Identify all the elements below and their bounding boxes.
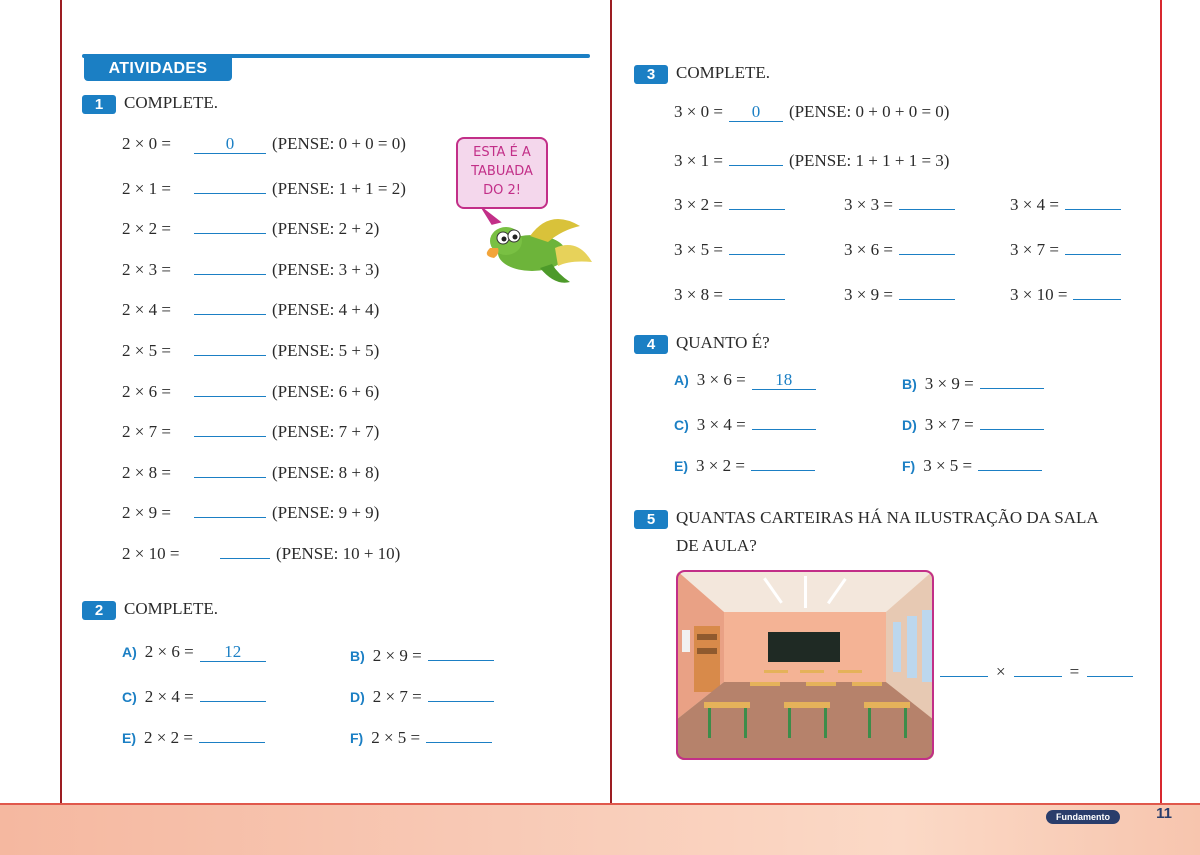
multiplication-expression: 2 × 7 = [122, 422, 171, 442]
answer-blank[interactable] [194, 459, 266, 478]
multiplication-expression: 2 × 9 = [122, 503, 171, 523]
list-item [350, 642, 500, 666]
hint-text: (PENSE: 5 + 5) [272, 341, 380, 360]
multiplication-expression: 3 × 9 = [924, 374, 974, 393]
answer-blank[interactable] [194, 499, 266, 518]
multiplication-expression: 3 × 4 = [1010, 195, 1059, 214]
table-row [122, 378, 379, 402]
answer-blank[interactable] [729, 236, 785, 255]
list-item [674, 236, 791, 260]
multiplication-expression: 2 × 2 = [144, 728, 193, 747]
item-letter: C) [122, 689, 137, 705]
footer-brand-label: Fundamento [1056, 812, 1110, 822]
answer-blank[interactable] [428, 642, 494, 661]
bird-illustration [470, 208, 595, 290]
answer-blank-factor-1[interactable] [940, 658, 988, 677]
times-sign: × [996, 662, 1006, 681]
section-tab: ATIVIDADES [84, 57, 232, 81]
multiplication-expression: 2 × 0 = [122, 134, 171, 153]
question-4-title: QUANTO É? [676, 333, 770, 352]
table-row [122, 175, 406, 199]
multiplication-expression: 3 × 2 = [696, 456, 745, 475]
answer-blank-product[interactable] [1087, 658, 1133, 677]
hint-text: (PENSE: 3 + 3) [272, 259, 380, 279]
item-letter: A) [122, 644, 137, 660]
question-2-title: COMPLETE. [124, 599, 218, 618]
question-3-badge: 3 [634, 65, 668, 84]
question-5-title-line-1: QUANTAS CARTEIRAS HÁ NA ILUSTRAÇÃO DA SALA [676, 508, 1099, 527]
answer-blank[interactable]: 12 [200, 643, 266, 662]
answer-blank[interactable] [899, 281, 955, 300]
answer-blank[interactable]: 18 [752, 371, 816, 390]
multiplication-expression: 2 × 3 = [122, 259, 171, 279]
multiplication-expression: 3 × 5 = [674, 240, 723, 259]
answer-blank[interactable] [899, 236, 955, 255]
multiplication-expression: 2 × 5 = [122, 341, 171, 360]
list-item [674, 370, 822, 390]
multiplication-expression: 2 × 6 = [122, 381, 171, 401]
right-page-border [1160, 0, 1162, 805]
multiplication-expression: 3 × 0 = [674, 102, 723, 121]
list-item [902, 411, 1050, 435]
hint-text: (PENSE: 1 + 1 + 1 = 3) [788, 151, 950, 170]
list-item [844, 236, 961, 260]
answer-blank[interactable] [194, 256, 266, 275]
hint-text: (PENSE: 6 + 6) [272, 381, 380, 401]
item-letter: D) [902, 417, 917, 433]
hint-text: (PENSE: 7 + 7) [272, 422, 380, 442]
question-2-badge: 2 [82, 601, 116, 620]
answer-blank[interactable] [194, 418, 266, 437]
question-1-badge: 1 [82, 95, 116, 114]
answer-blank[interactable] [194, 337, 266, 356]
hint-text: (PENSE: 1 + 1 = 2) [272, 178, 406, 198]
list-item [1010, 191, 1127, 215]
answer-blank[interactable] [978, 452, 1042, 471]
item-letter: F) [902, 458, 916, 474]
hint-text: (PENSE: 9 + 9) [272, 503, 380, 523]
multiplication-expression: 3 × 2 = [674, 195, 723, 214]
multiplication-expression: 2 × 5 = [371, 728, 421, 747]
item-letter: C) [674, 417, 689, 433]
multiplication-expression: 3 × 5 = [923, 456, 973, 475]
multiplication-expression: 3 × 8 = [674, 285, 723, 304]
answer-blank[interactable] [200, 683, 266, 702]
table-row [122, 499, 379, 523]
footer-band [0, 805, 1200, 855]
question-5-badge: 5 [634, 510, 668, 529]
speech-bubble [456, 137, 548, 209]
item-letter: F) [350, 730, 364, 746]
answer-blank[interactable] [194, 378, 266, 397]
list-item [350, 724, 498, 748]
list-item [674, 452, 821, 476]
list-item [674, 411, 822, 435]
question-3-title: COMPLETE. [676, 63, 770, 82]
list-item [350, 683, 500, 707]
table-row [122, 418, 379, 442]
multiplication-expression: 3 × 1 = [674, 151, 723, 170]
answer-blank[interactable] [426, 724, 492, 743]
answer-blank[interactable] [729, 281, 785, 300]
multiplication-expression: 2 × 4 = [144, 687, 194, 706]
list-item [902, 452, 1048, 476]
list-item [844, 281, 961, 305]
answer-blank[interactable] [1065, 236, 1121, 255]
list-item [122, 683, 272, 707]
question-4-badge: 4 [634, 335, 668, 354]
hint-text: (PENSE: 4 + 4) [272, 300, 380, 320]
table-row [122, 337, 379, 361]
hint-text: (PENSE: 8 + 8) [272, 462, 380, 482]
table-row [122, 540, 400, 564]
list-item [1010, 236, 1127, 260]
list-item [1010, 281, 1127, 305]
hint-text: (PENSE: 0 + 0 + 0 = 0) [788, 102, 950, 121]
multiplication-expression: 2 × 1 = [122, 178, 171, 198]
table-row [122, 459, 379, 483]
hint-text: (PENSE: 10 + 10) [276, 544, 401, 563]
answer-blank[interactable] [752, 411, 816, 430]
item-letter: D) [350, 689, 365, 705]
answer-blank[interactable] [428, 683, 494, 702]
answer-blank[interactable]: 0 [194, 135, 266, 154]
list-item [674, 191, 791, 215]
item-letter: E) [674, 458, 688, 474]
answer-blank[interactable] [980, 370, 1044, 389]
list-item [674, 281, 791, 305]
answer-blank[interactable] [1073, 281, 1121, 300]
table-row [674, 147, 949, 171]
list-item [122, 642, 272, 662]
list-item [122, 724, 271, 748]
item-letter: B) [902, 376, 917, 392]
answer-blank[interactable] [220, 540, 270, 559]
speech-line-3: DO 2! [483, 183, 521, 198]
answer-blank[interactable] [751, 452, 815, 471]
multiplication-expression: 2 × 9 = [372, 646, 422, 665]
item-letter: B) [350, 648, 365, 664]
question-5-answer [940, 658, 1133, 682]
multiplication-expression: 2 × 8 = [122, 462, 171, 482]
table-row [122, 134, 406, 154]
answer-blank[interactable] [729, 147, 783, 166]
answer-blank-factor-2[interactable] [1014, 658, 1062, 677]
answer-blank[interactable] [729, 191, 785, 210]
question-1-title: COMPLETE. [124, 93, 218, 112]
equals-sign: = [1069, 662, 1080, 681]
table-row [122, 256, 379, 280]
answer-blank[interactable] [194, 175, 266, 194]
multiplication-expression: 2 × 10 = [122, 544, 180, 563]
multiplication-expression: 3 × 7 = [1010, 240, 1059, 259]
page-number: 11 [1156, 805, 1172, 822]
left-page-border [60, 0, 62, 805]
speech-line-2: TABUADA [471, 164, 533, 179]
multiplication-expression: 3 × 9 = [844, 285, 893, 304]
multiplication-expression: 3 × 6 = [696, 370, 746, 389]
table-row [674, 102, 949, 122]
answer-blank[interactable] [899, 191, 955, 210]
multiplication-expression: 3 × 10 = [1010, 285, 1068, 304]
multiplication-expression: 3 × 3 = [844, 195, 893, 214]
item-letter: E) [122, 730, 136, 746]
multiplication-expression: 3 × 7 = [924, 415, 974, 434]
hint-text: (PENSE: 0 + 0 = 0) [272, 134, 406, 153]
table-row [122, 296, 379, 320]
answer-blank[interactable] [194, 215, 266, 234]
table-row [122, 215, 379, 239]
list-item [902, 370, 1050, 394]
multiplication-expression: 3 × 4 = [696, 415, 746, 434]
question-5-title-line-2: DE AULA? [676, 536, 757, 555]
item-letter: A) [674, 372, 689, 388]
classroom-illustration [676, 570, 934, 760]
page-divider [610, 0, 612, 805]
multiplication-expression: 2 × 4 = [122, 300, 171, 320]
multiplication-expression: 2 × 2 = [122, 219, 171, 239]
answer-blank[interactable] [199, 724, 265, 743]
multiplication-expression: 2 × 7 = [372, 687, 422, 706]
multiplication-expression: 2 × 6 = [144, 642, 194, 661]
answer-blank[interactable] [1065, 191, 1121, 210]
footer-brand [1046, 810, 1120, 824]
answer-blank[interactable]: 0 [729, 103, 783, 122]
hint-text: (PENSE: 2 + 2) [272, 219, 380, 239]
answer-blank[interactable] [194, 296, 266, 315]
answer-blank[interactable] [980, 411, 1044, 430]
list-item [844, 191, 961, 215]
multiplication-expression: 3 × 6 = [844, 240, 893, 259]
speech-line-1: ESTA É A [473, 145, 531, 160]
